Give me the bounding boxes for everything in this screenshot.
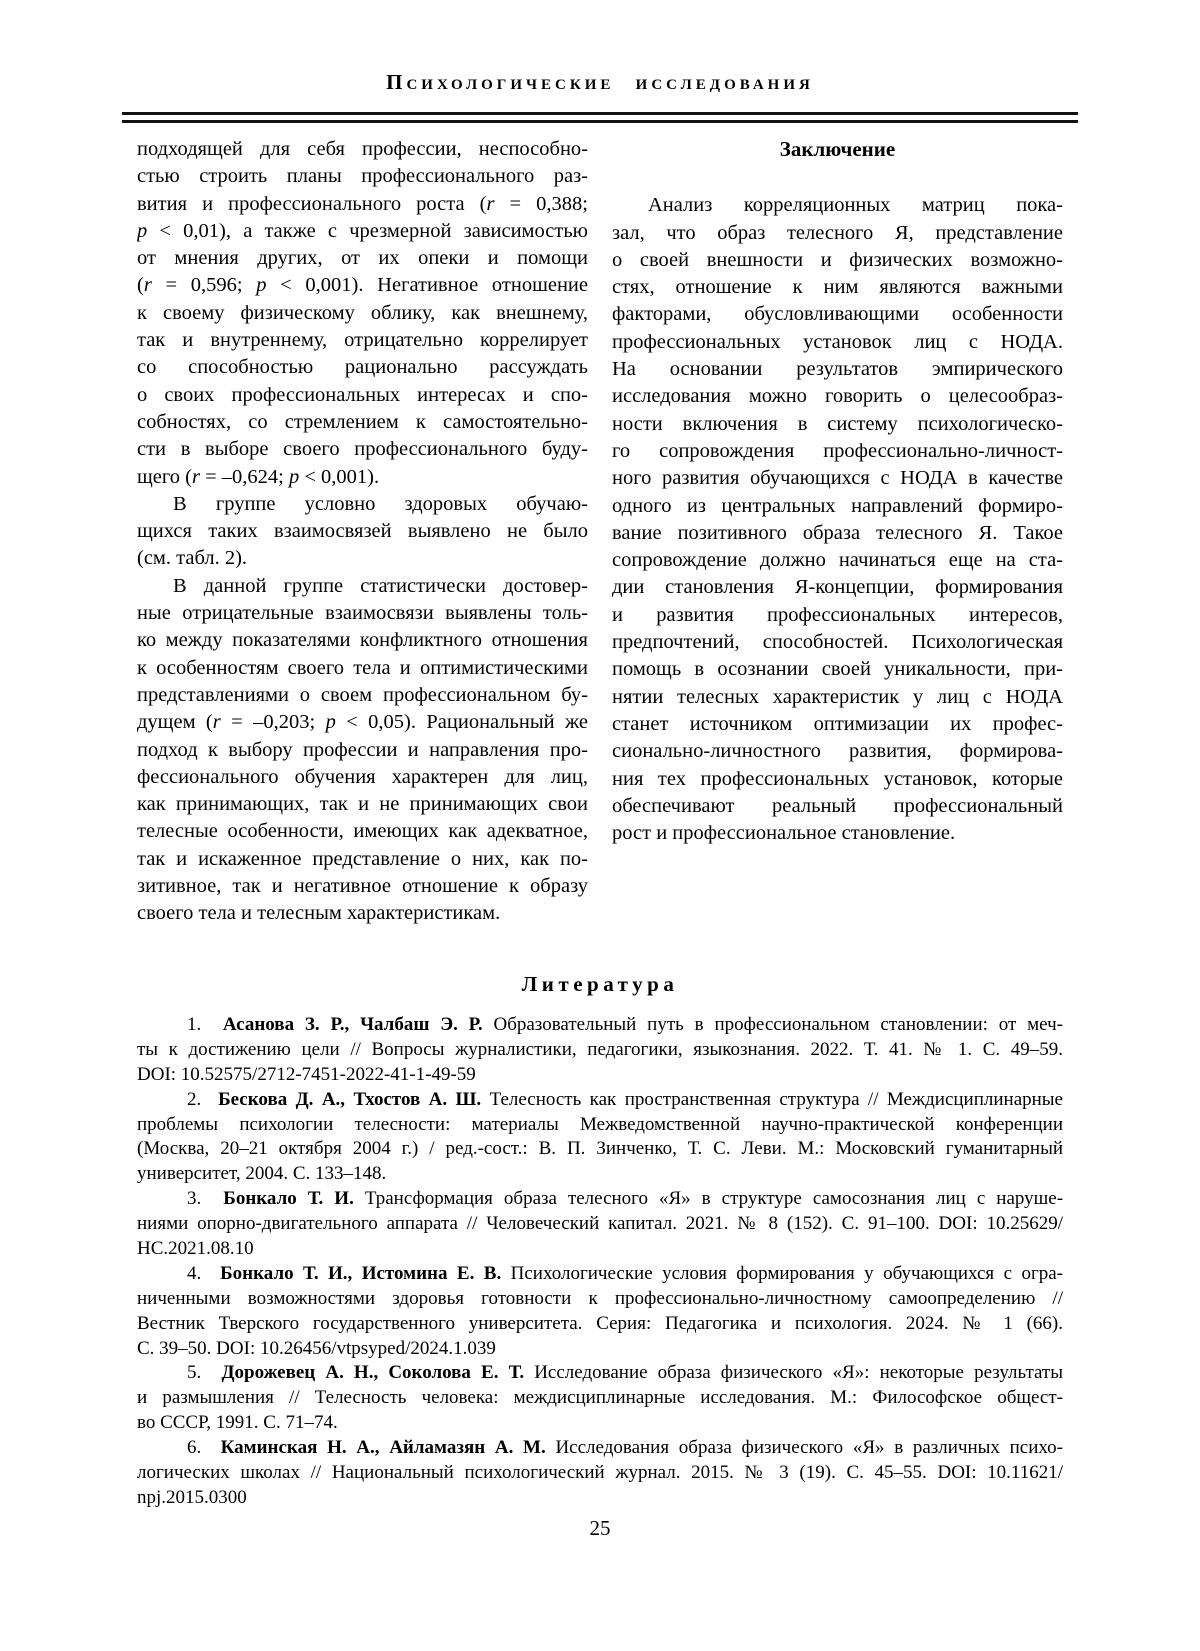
reference-item (137, 1013, 1063, 1088)
text-line: стью строить планы профессионального раз- (137, 165, 588, 188)
reference-line: 3. Бонкало Т. И. Трансформация образа телесного «Я» в структуре самосознания лиц с наруше- (187, 1188, 1063, 1210)
text-line: со способностью рационально рассуждать (137, 356, 588, 379)
body-columns (137, 136, 1063, 928)
text-line: своего тела и телесным характеристикам. (137, 902, 501, 925)
text-line: Анализ корреляционных матриц пока- (648, 194, 1063, 217)
text-line: обеспечивают реальный профессиональный (612, 794, 1063, 817)
reference-line: HC.2021.08.10 (137, 1238, 254, 1260)
text-line: нятии телесных характеристик у лиц с НОДА (612, 685, 1063, 708)
text-line: так и внутреннему, отрицательно коррелирует (137, 329, 588, 352)
text-line: ко между показателями конфликтного отношения (137, 629, 588, 652)
text-line: сти в выборе своего профессионального буду- (137, 438, 588, 461)
text-line: подходящей для себя профессии, неспособно- (137, 138, 588, 160)
text-line: предпочтений, способностей. Психологическая (612, 631, 1063, 654)
text-line: так и искаженное представление о них, как по- (137, 847, 588, 870)
text-line: (r = 0,596; p < 0,001). Негативное отношение (137, 274, 588, 297)
text-line: рост и профессиональное становление. (612, 822, 956, 845)
reference-line: логических школах // Национальный психологический журнал. 2015. № 3 (19). С. 45–55. DOI: 10.11621/ (137, 1462, 1063, 1484)
text-line: дии становления Я-концепции, формирования (612, 576, 1063, 599)
text-line: В данной группе статистически достовер- (173, 574, 588, 597)
text-line: (см. табл. 2). (137, 547, 248, 570)
text-line: зал, что образ телесного Я, представление (612, 221, 1063, 244)
text-line: телесные особенности, имеющих как адекватное, (137, 820, 588, 843)
text-line: факторами, обусловливающими особенности (612, 303, 1063, 326)
text-line: о своих профессиональных интересах и спо- (137, 383, 588, 406)
reference-line: Вестник Тверского государственного университета. Серия: Педагогика и психология. 2024. № 1 (66). (137, 1312, 1063, 1334)
text-line: от мнения других, от их опеки и помощи (137, 247, 588, 270)
reference-line: (Москва, 20–21 октября 2004 г.) / ред.-сост.: В. П. Зинченко, Т. С. Леви. М.: Московский гуманитарный (137, 1138, 1063, 1160)
reference-line: ты к достижению цели // Вопросы журналистики, педагогики, языкознания. 2022. Т. 41. № 1. С. 49–59. (137, 1038, 1063, 1060)
reference-item (137, 1187, 1063, 1262)
references-list (137, 1013, 1063, 1511)
text-line: и развития профессиональных интересов, (612, 603, 1063, 626)
text-line: исследования можно говорить о целесообраз- (612, 385, 1063, 408)
text-line: как принимающих, так и не принимающих свои (137, 793, 588, 816)
reference-line: ниченными возможностями здоровья готовности к профессионально-личностному самоопределению // (137, 1287, 1063, 1309)
reference-line: 1. Асанова З. Р., Чалбаш Э. Р. Образовательный путь в профессиональном становлении: от меч- (187, 1014, 1063, 1035)
reference-line: 2. Бескова Д. А., Тхостов А. Ш. Телесность как пространственная структура // Междисциплинарные (187, 1088, 1063, 1110)
header-rule (122, 112, 1078, 123)
reference-line: ниями опорно-двигательного аппарата // Человеческий капитал. 2021. № 8 (152). С. 91–100. DOI: 10.25629/ (137, 1213, 1063, 1235)
running-head: Психологические исследования (386, 70, 814, 94)
text-line: фессионального обучения характерен для лиц, (137, 765, 588, 788)
literature-heading: Литература (521, 972, 679, 996)
text-line: к особенностям своего тела и оптимистическими (137, 656, 588, 679)
text-line: собностях, со стремлением к самостоятельно- (137, 410, 588, 433)
reference-line: 5. Дорожевец А. Н., Соколова Е. Т. Исследование образа физического «Я»: некоторые результаты (187, 1362, 1063, 1384)
text-line: о своей внешности и физических возможно- (612, 248, 1063, 271)
text-line: p < 0,01), а также с чрезмерной зависимостью (137, 219, 588, 242)
reference-line: DOI: 10.52575/2712-7451-2022-41-1-49-59 (137, 1063, 476, 1085)
reference-item (137, 1361, 1063, 1436)
page-number: 25 (589, 1516, 611, 1540)
text-line: вание позитивного образа телесного Я. Такое (612, 521, 1063, 544)
reference-line: 4. Бонкало Т. И., Истомина Е. В. Психологические условия формирования у обучающихся с огра- (187, 1262, 1063, 1284)
text-line: ного развития обучающихся с НОДА в качестве (612, 467, 1063, 490)
text-line: к своему физическому облику, как внешнему, (137, 301, 588, 324)
reference-line: и размышления // Телесность человека: междисциплинарные исследования. М.: Философское общест- (137, 1387, 1063, 1409)
right-column (612, 136, 1063, 928)
text-line: дущем (r = –0,203; p < 0,05). Рациональный же (137, 711, 588, 734)
reference-item (137, 1262, 1063, 1362)
text-line: подход к выбору профессии и направления про- (137, 738, 588, 761)
text-line: одного из центральных направлений формиро- (612, 494, 1063, 517)
text-line: вития и профессионального роста (r = 0,388; (137, 192, 588, 215)
text-line: помощь в осознании своей уникальности, при- (612, 658, 1063, 681)
text-line: На основании результатов эмпирического (612, 358, 1063, 381)
text-line: сопровождение должно начинаться еще на ста- (612, 549, 1063, 572)
text-line: ные отрицательные взаимосвязи выявлены толь- (137, 602, 588, 625)
text-line: В группе условно здоровых обучаю- (173, 492, 588, 515)
text-line: ности включения в систему психологическо- (612, 412, 1063, 435)
text-line: зитивное, так и негативное отношение к образу (137, 875, 588, 898)
reference-line: во СССР, 1991. С. 71–74. (137, 1412, 338, 1434)
reference-item (137, 1436, 1063, 1511)
reference-line: проблемы психологии телесности: материалы Межведомственной научно-практической конференции (137, 1113, 1063, 1135)
left-column (137, 136, 588, 928)
reference-line: npj.2015.0300 (137, 1486, 247, 1508)
text-line: щихся таких взаимосвязей выявлено не было (137, 520, 588, 543)
text-line: стях, отношение к ним являются важными (612, 276, 1063, 299)
reference-item (137, 1088, 1063, 1188)
text-line: профессиональных установок лиц с НОДА. (612, 330, 1063, 353)
text-line: щего (r = –0,624; p < 0,001). (137, 465, 380, 488)
reference-line: университет, 2004. С. 133–148. (137, 1163, 387, 1185)
text-line: представлениями о своем профессиональном бу- (137, 683, 588, 706)
reference-line: 6. Каминская Н. А., Айламазян А. М. Исследования образа физического «Я» в различных психо- (187, 1437, 1063, 1459)
reference-line: С. 39–50. DOI: 10.26456/vtpsyped/2024.1.039 (137, 1337, 496, 1359)
text-line: го сопровождения профессионально-личност- (612, 439, 1063, 462)
text-line: станет источником оптимизации их профес- (612, 712, 1063, 735)
conclusion-paragraph (612, 192, 1063, 847)
conclusion-heading: Заключение (779, 137, 896, 161)
text-line: сионально-личностного развития, формирова- (612, 740, 1063, 763)
text-line: ния тех профессиональных установок, которые (612, 767, 1063, 790)
